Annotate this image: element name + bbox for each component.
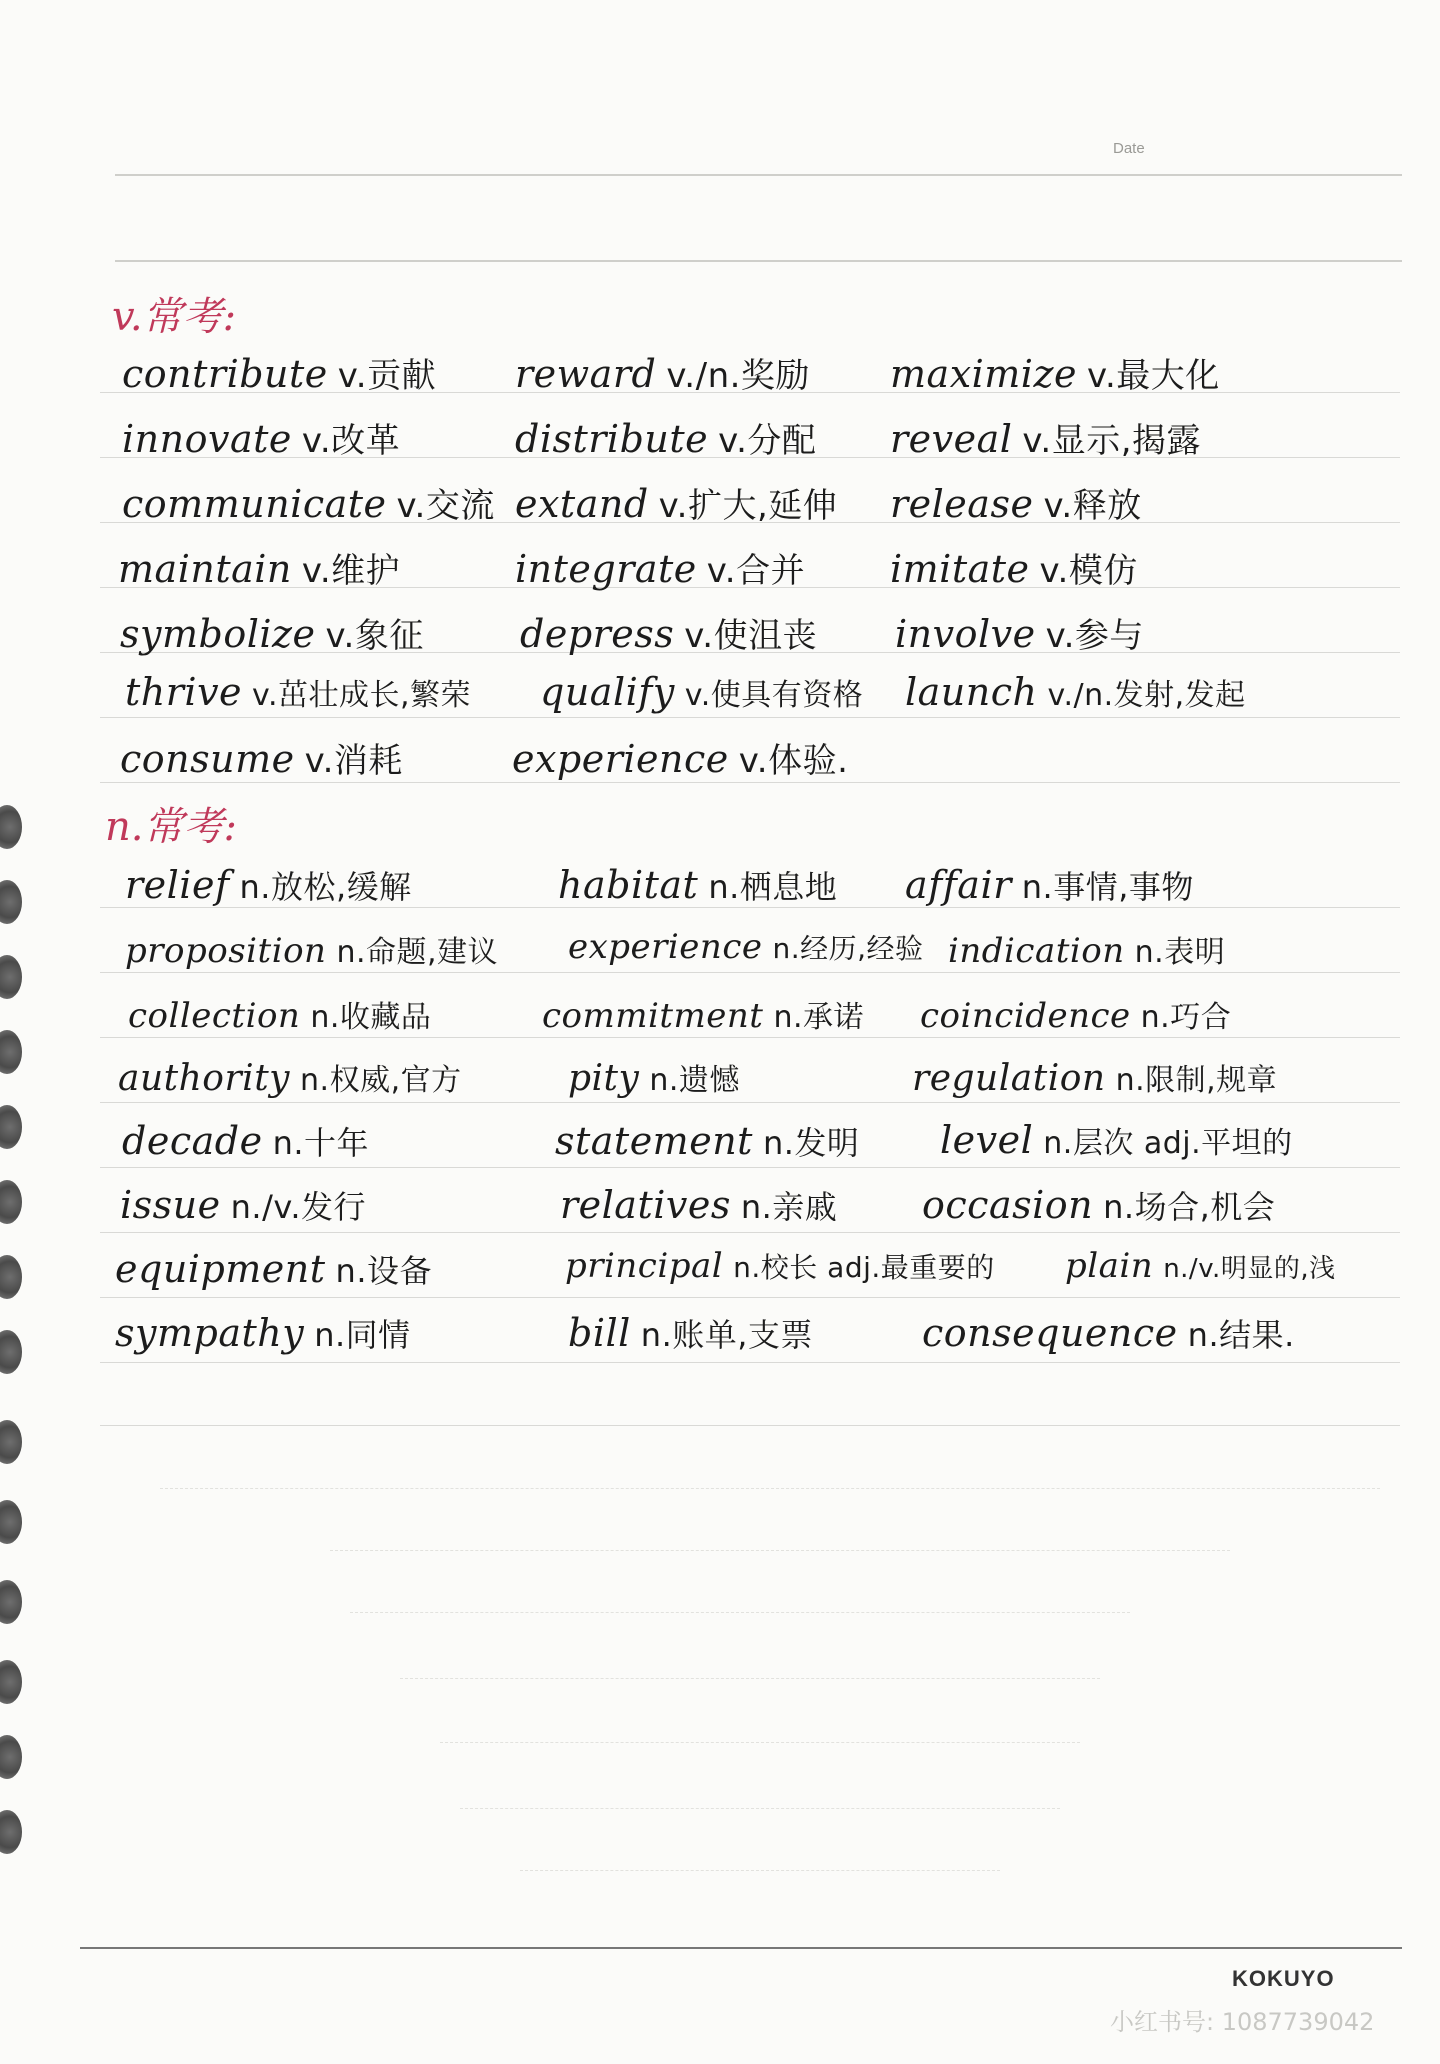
ruled-line <box>100 1037 1400 1038</box>
faint-line <box>460 1808 1060 1809</box>
vocab-definition: n.亲戚 <box>740 1188 838 1226</box>
vocab-word: statement <box>555 1119 753 1163</box>
vocab-word: pity <box>568 1058 640 1099</box>
vocab-definition: v.参与 <box>1045 616 1144 656</box>
binding-hole <box>0 1030 22 1074</box>
faint-line <box>350 1612 1130 1613</box>
vocab-definition: v.使沮丧 <box>684 616 818 656</box>
binding-hole <box>0 805 22 849</box>
faint-line <box>160 1488 1380 1489</box>
vocab-entry <box>515 348 810 397</box>
vocab-definition: v./n.发射,发起 <box>1047 678 1246 713</box>
vocab-definition: n.校长 adj.最重要的 <box>733 1251 995 1284</box>
vocab-word: affair <box>905 863 1012 907</box>
brand-logo: KOKUYO <box>1232 1966 1335 1991</box>
vocab-entry <box>118 543 400 592</box>
vocab-word: principal <box>565 1246 724 1286</box>
ruled-line <box>100 1167 1400 1168</box>
vocab-word: relatives <box>560 1183 731 1227</box>
vocab-entry <box>922 1182 1275 1228</box>
vocab-word: depress <box>520 612 675 656</box>
vocab-word: extand <box>515 482 649 526</box>
vocab-word: maximize <box>890 352 1077 396</box>
ruled-line <box>100 1362 1400 1363</box>
vocab-word: consume <box>120 737 295 781</box>
vocab-entry <box>512 733 848 782</box>
vocab-word: occasion <box>922 1183 1094 1227</box>
vocab-entry <box>890 348 1220 397</box>
vocab-definition: n.放松,缓解 <box>239 868 412 906</box>
vocab-entry <box>1065 1246 1336 1286</box>
vocab-word: authority <box>118 1058 291 1099</box>
vocab-entry <box>905 862 1194 908</box>
vocab-definition: n.设备 <box>335 1252 432 1290</box>
vocab-entry <box>568 1310 813 1356</box>
vocab-definition: v.释放 <box>1043 486 1142 526</box>
vocab-entry <box>948 927 1225 971</box>
vocab-definition: v.体验. <box>738 741 849 781</box>
vocab-definition: v.维护 <box>301 551 401 591</box>
vocab-word: qualify <box>540 670 675 714</box>
vocab-definition: v.象征 <box>325 616 424 656</box>
vocab-entry <box>922 1310 1295 1356</box>
binding-hole <box>0 880 22 924</box>
vocab-word: distribute <box>515 417 709 461</box>
binding-hole <box>0 1105 22 1149</box>
binding-hole <box>0 1660 22 1704</box>
vocab-entry <box>515 478 837 527</box>
vocab-word: equipment <box>115 1247 326 1291</box>
vocab-entry <box>520 608 817 657</box>
vocab-definition: n.遗憾 <box>649 1063 740 1098</box>
vocab-word: bill <box>568 1311 631 1355</box>
top-rule <box>115 260 1402 262</box>
vocab-definition: n.承诺 <box>773 1000 865 1035</box>
vocab-definition: n.表明 <box>1134 935 1226 970</box>
faint-line <box>330 1550 1230 1551</box>
vocab-entry <box>565 1246 995 1286</box>
vocab-entry <box>515 413 816 462</box>
faint-line <box>520 1870 1000 1871</box>
binding-hole <box>0 1420 22 1464</box>
vocab-word: imitate <box>890 547 1030 591</box>
binding-hole <box>0 1735 22 1779</box>
vocab-entry <box>558 862 837 908</box>
vocab-word: indication <box>948 931 1125 971</box>
vocab-word: relief <box>125 863 230 907</box>
vocab-definition: n.层次 adj.平坦的 <box>1043 1126 1293 1161</box>
binding-hole <box>0 1500 22 1544</box>
date-label: Date <box>1113 140 1145 157</box>
vocab-word: sympathy <box>115 1311 305 1355</box>
vocab-definition: n.发明 <box>762 1124 860 1162</box>
vocab-entry <box>128 992 431 1036</box>
vocab-definition: n.账单,支票 <box>640 1316 813 1354</box>
vocab-word: reveal <box>890 417 1013 461</box>
vocab-definition: n.权威,官方 <box>300 1063 462 1098</box>
vocab-definition: n.限制,规章 <box>1115 1063 1278 1098</box>
vocab-entry <box>940 1118 1293 1162</box>
vocab-entry <box>560 1182 837 1228</box>
vocab-word: coincidence <box>920 996 1131 1036</box>
binding-hole <box>0 955 22 999</box>
vocab-word: plain <box>1065 1246 1154 1286</box>
vocab-entry <box>118 1055 462 1099</box>
vocab-word: collection <box>128 996 301 1036</box>
verb-section-heading: v.常考: <box>112 294 237 340</box>
vocab-definition: n.经历,经验 <box>772 932 924 965</box>
vocab-word: issue <box>120 1183 221 1227</box>
vocab-definition: v.贡献 <box>337 356 437 396</box>
vocab-definition: n.栖息地 <box>708 868 838 906</box>
vocab-entry <box>120 733 403 782</box>
binding-hole <box>0 1180 22 1224</box>
vocab-word: symbolize <box>120 612 316 656</box>
vocab-definition: n.收藏品 <box>310 1000 432 1035</box>
vocab-word: innovate <box>122 417 292 461</box>
vocab-word: experience <box>512 737 729 781</box>
vocab-entry <box>120 1182 366 1228</box>
binding-hole <box>0 1330 22 1374</box>
vocab-entry <box>540 670 863 714</box>
vocab-entry <box>120 608 424 657</box>
ruled-line <box>100 1102 1400 1103</box>
vocab-word: habitat <box>558 863 699 907</box>
ruled-line <box>100 717 1400 718</box>
binding-hole <box>0 1255 22 1299</box>
vocab-word: commitment <box>542 996 764 1036</box>
vocab-word: communicate <box>122 482 387 526</box>
faint-line <box>400 1678 1100 1679</box>
ruled-line <box>100 1425 1400 1426</box>
vocab-definition: v.扩大,延伸 <box>658 486 838 526</box>
vocab-entry <box>122 1118 369 1164</box>
vocab-entry <box>115 1310 411 1356</box>
vocab-definition: v.模仿 <box>1039 551 1138 591</box>
vocab-definition: n.十年 <box>272 1124 370 1162</box>
vocab-word: launch <box>905 670 1038 714</box>
vocab-word: regulation <box>912 1058 1106 1099</box>
binding-hole <box>0 1580 22 1624</box>
vocab-definition: v./n.奖励 <box>666 356 810 396</box>
vocab-word: proposition <box>125 931 327 971</box>
vocab-entry <box>890 543 1138 592</box>
vocab-entry <box>122 348 436 397</box>
vocab-definition: n.巧合 <box>1140 1000 1232 1035</box>
faint-line <box>440 1742 1080 1743</box>
vocab-word: experience <box>568 927 763 967</box>
vocab-entry <box>890 478 1142 527</box>
vocab-word: release <box>890 482 1034 526</box>
vocab-definition: v.显示,揭露 <box>1022 421 1202 461</box>
vocab-word: involve <box>895 612 1036 656</box>
date-rule <box>115 174 1402 176</box>
vocab-definition: n.场合,机会 <box>1103 1188 1276 1226</box>
vocab-entry <box>912 1055 1277 1099</box>
vocab-word: reward <box>515 352 657 396</box>
ruled-line <box>100 1232 1400 1233</box>
vocab-word: decade <box>122 1119 263 1163</box>
vocab-entry <box>568 927 924 967</box>
vocab-entry <box>125 862 412 908</box>
vocab-entry <box>568 1055 740 1099</box>
vocab-definition: n.同情 <box>314 1316 411 1354</box>
vocab-entry <box>542 992 864 1036</box>
vocab-definition: v.消耗 <box>304 741 403 781</box>
vocab-word: thrive <box>125 670 243 714</box>
vocab-entry <box>125 927 498 971</box>
noun-section-heading: n.常考: <box>105 804 237 850</box>
vocab-word: maintain <box>118 547 292 591</box>
vocab-definition: v.改革 <box>301 421 401 461</box>
vocab-entry <box>122 413 400 462</box>
vocab-definition: v.茁壮成长,繁荣 <box>252 678 472 713</box>
vocab-word: contribute <box>122 352 328 396</box>
vocab-entry <box>515 543 805 592</box>
ruled-line <box>100 1297 1400 1298</box>
vocab-word: level <box>940 1118 1034 1162</box>
vocab-entry <box>920 992 1231 1036</box>
vocab-entry <box>555 1118 859 1164</box>
vocab-entry <box>122 478 495 527</box>
vocab-definition: v.分配 <box>718 421 817 461</box>
vocab-word: integrate <box>515 547 697 591</box>
vocab-definition: v.使具有资格 <box>684 678 864 713</box>
bottom-rule <box>80 1947 1402 1949</box>
vocab-definition: v.合并 <box>706 551 806 591</box>
vocab-entry <box>890 413 1201 462</box>
vocab-definition: v.最大化 <box>1086 356 1220 396</box>
vocab-definition: v.交流 <box>396 486 495 526</box>
binding-hole <box>0 1810 22 1854</box>
vocab-entry <box>905 670 1246 714</box>
watermark: 小红书号: 1087739042 <box>1110 2008 1375 2036</box>
vocab-word: consequence <box>922 1311 1178 1355</box>
ruled-line <box>100 972 1400 973</box>
vocab-definition: n.结果. <box>1187 1316 1295 1354</box>
vocab-definition: n./v.明显的,浅 <box>1163 1254 1336 1284</box>
vocab-definition: n./v.发行 <box>230 1188 366 1226</box>
vocab-definition: n.事情,事物 <box>1021 868 1194 906</box>
vocab-entry <box>115 1246 432 1292</box>
vocab-entry <box>895 608 1144 657</box>
ruled-line <box>100 782 1400 783</box>
vocab-entry <box>125 670 471 714</box>
vocab-definition: n.命题,建议 <box>336 935 499 970</box>
